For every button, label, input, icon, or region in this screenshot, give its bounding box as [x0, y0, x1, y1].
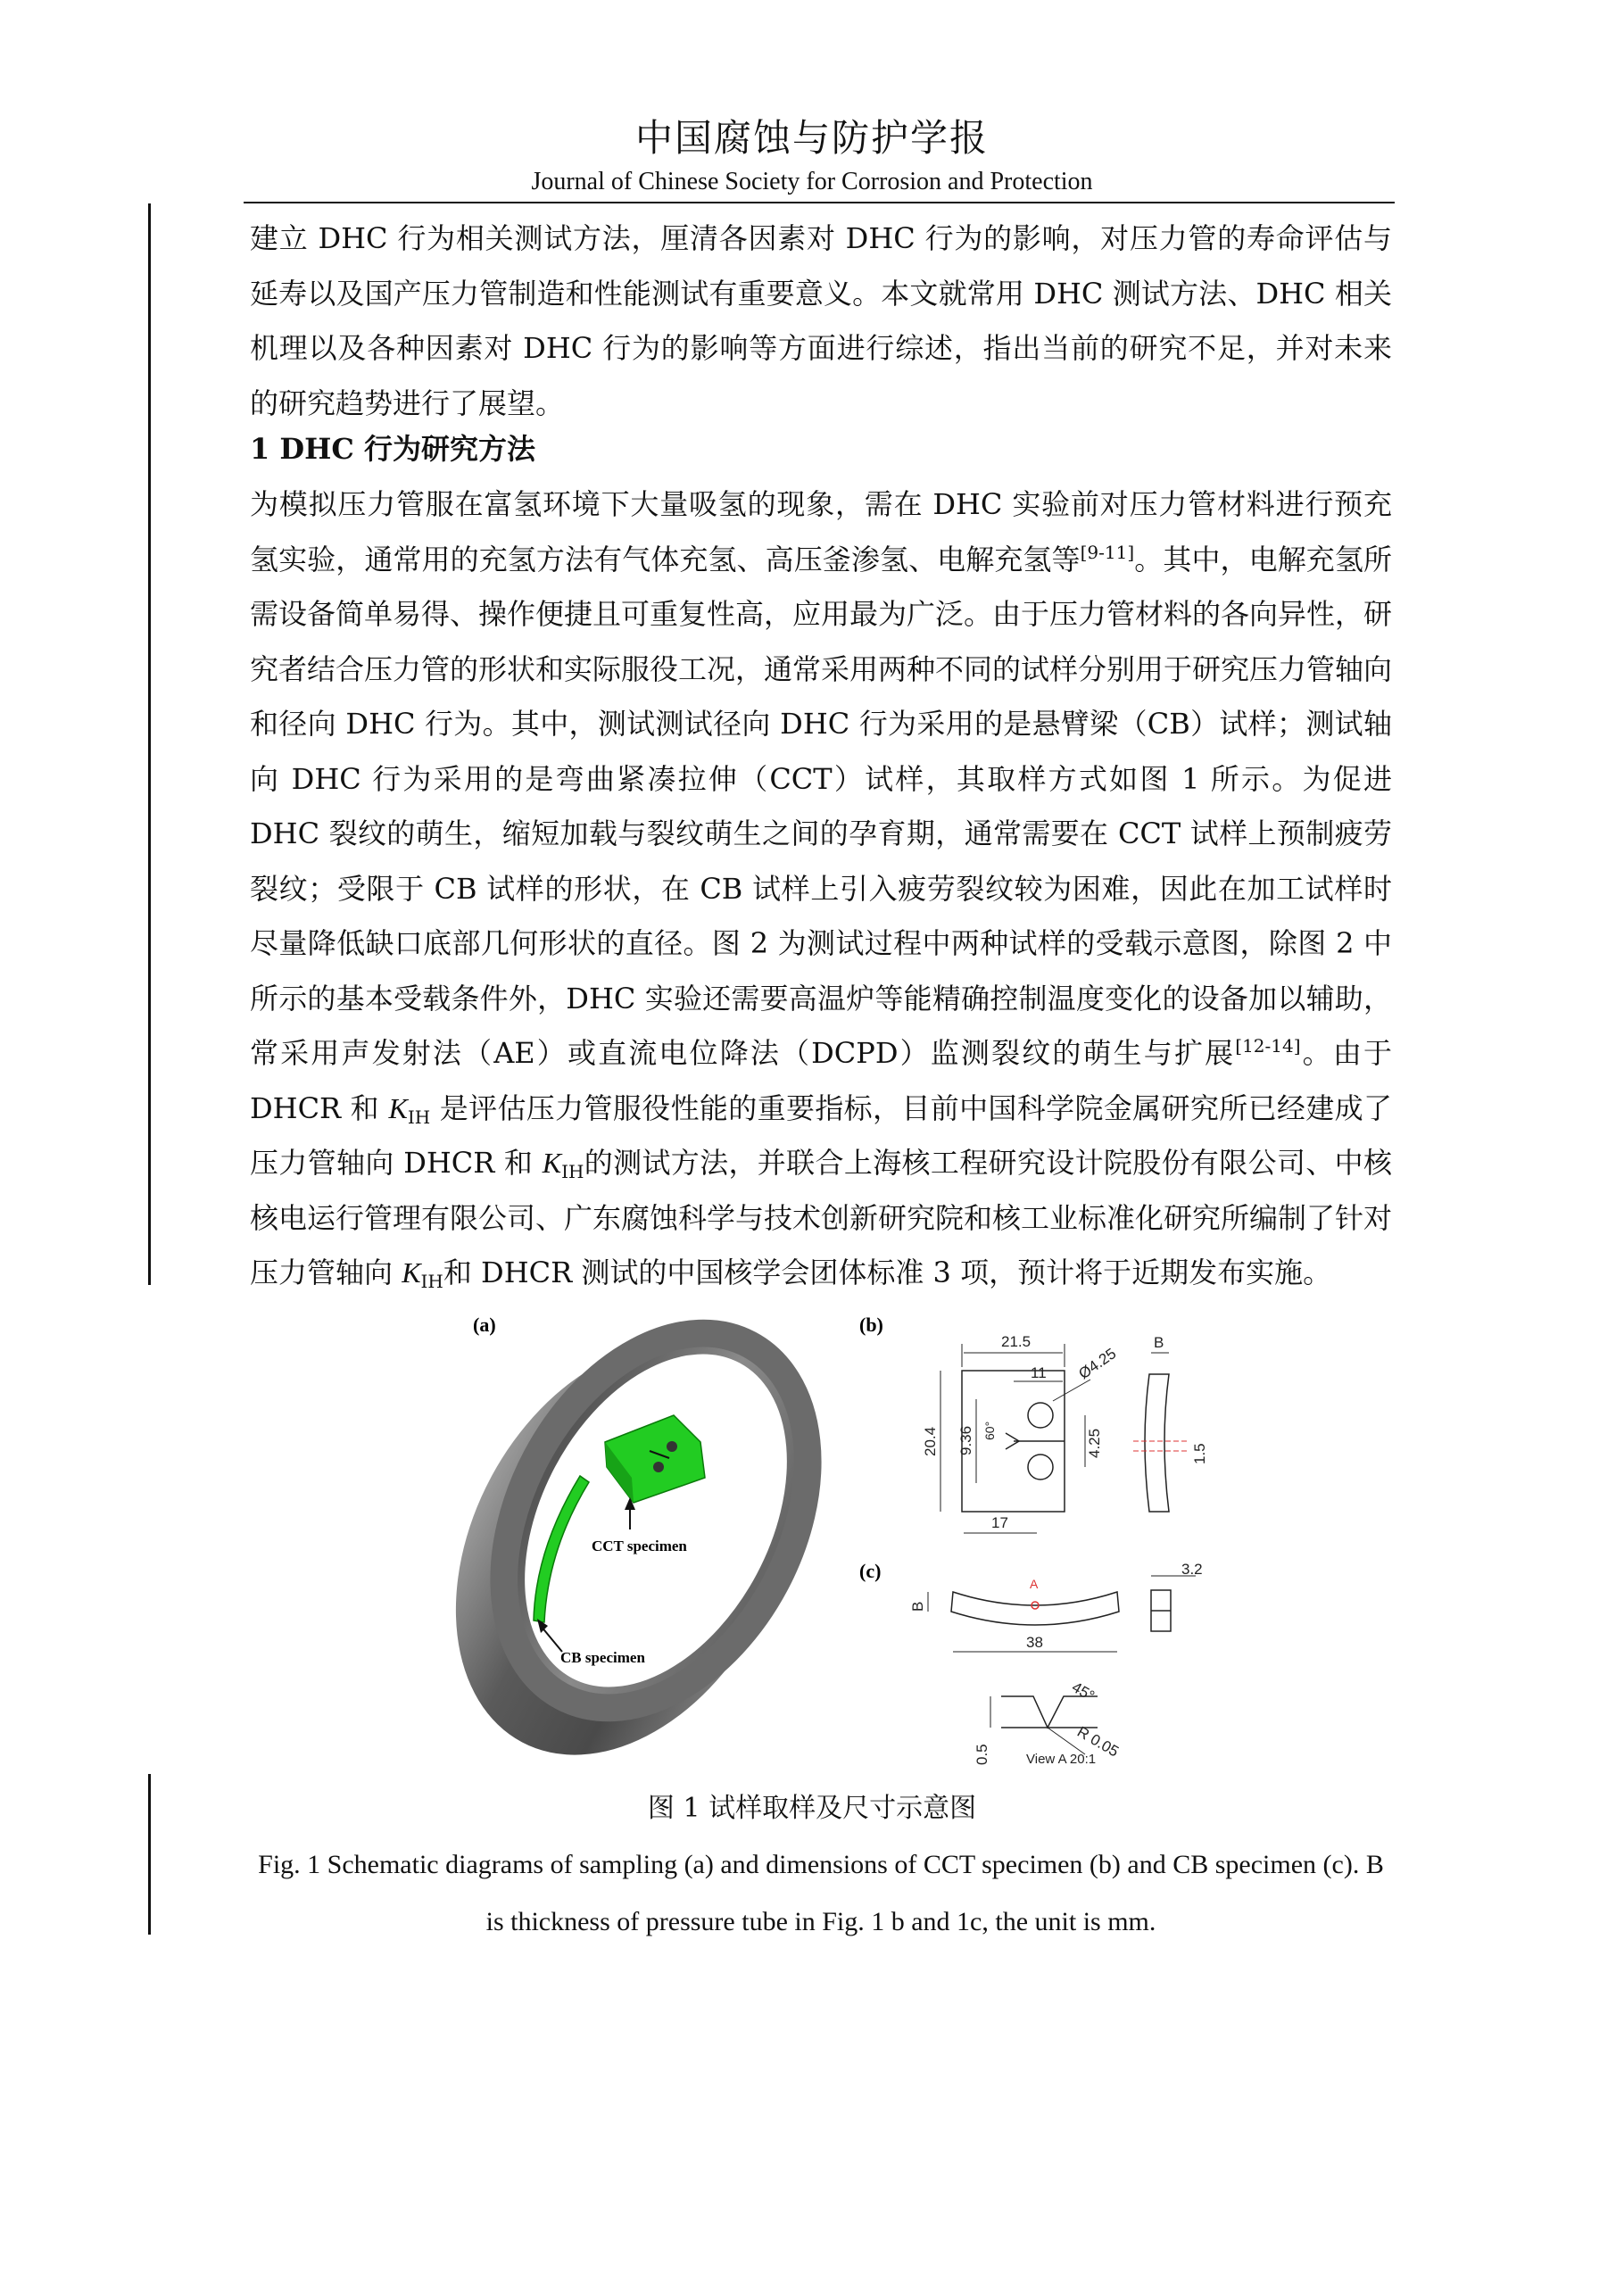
dim-hole-spacing: 4.25 [1086, 1428, 1103, 1458]
change-bar-top [148, 203, 151, 1285]
view-marker: A [1030, 1577, 1039, 1591]
view-a-label: View A 20:1 [1026, 1752, 1097, 1767]
intro-paragraph: 建立 DHC 行为相关测试方法，厘清各因素对 DHC 行为的影响，对压力管的寿命评估与延寿以及国产压力管制造和性能测试有重要意义。本文就常用 DHC 测试方法、DHC 相关机理以及各种因素对 DHC 行为的影响等方面进行综述，指出当前的研究不足，并对未来的研究趋势进行了展望。 [250, 221, 1392, 420]
cct-specimen-label: CCT specimen [592, 1538, 687, 1554]
journal-title-cn: 中国腐蚀与防护学报 [634, 116, 989, 160]
dim-notch-depth: 0.5 [974, 1744, 990, 1765]
section-heading: 1 DHC 行为研究方法 [250, 432, 536, 466]
cb-specimen-label: CB specimen [560, 1649, 645, 1666]
dim-angle: 60° [982, 1421, 997, 1440]
journal-header [0, 114, 1624, 200]
dim-thickness-b: B [1154, 1334, 1164, 1351]
dim-cb-width: 3.2 [1181, 1561, 1203, 1578]
body-paragraph: 为模拟压力管服在富氢环境下大量吸氢的现象，需在 DHC 实验前对压力管材料进行预充氢实验，通常用的充氢方法有气体充氢、高压釜渗氢、电解充氢等[9-11]。其中，电解充氢所需设备简单易得、操作便捷且可重复性高，应用最为广泛。由于压力管材料的各向异性，研究者结合压力管的形状和实际服役工况，通常采用两种不同的试样分别用于研究压力管轴向和径向 DHC 行为。其中，测试测试径向 DHC 行为采用的是悬臂梁（CB）试样；测试轴向 DHC 行为采用的是弯曲紧凑拉伸（CCT）试样，其取样方式如图 1 所示。为促进 DHC 裂纹的萌生，缩短加载与裂纹萌生之间的孕育期，通常需要在 CCT 试样上预制疲劳裂纹；受限于 CB 试样的形状，在 CB 试样上引入疲劳裂纹较为困难，因此在加工试样时尽量降低缺口底部几何形状的直径。图 2 为测试过程中两种试样的受载示意图，除图 2 中所示的基本受载条件外，DHC 实验还需要高温炉等能精确控制温度变化的设备加以辅助，常采用声发射法（AE）或直流电位降法（DCPD）监测裂纹的萌生与扩展[12-14]。由于 DHCR 和 $K_{IH}$ 是评估压力管服役性能的重要指标，目前中国科学院金属研究所已经建成了压力管轴向 DHCR 和 $K_{IH}$的测试方法，并联合上海核工程研究设计院股份有限公司、中核核电运行管理有限公司、广东腐蚀科学与技术创新研究院和核工业标准化研究所编制了针对压力管轴向 $K_{IH}$和 DHCR 测试的中国核学会团体标准 3 项，预计将于近期发布实施。 [250, 487, 1393, 1292]
dim-height: 20.4 [922, 1426, 939, 1456]
panel-c-label: (c) [859, 1560, 882, 1582]
dim-notch-radius: R 0.05 [1074, 1723, 1122, 1761]
cct-side-view [1133, 1353, 1187, 1512]
journal-title-en: Journal of Chinese Society for Corrosion and Protection [531, 168, 1093, 195]
figure-caption-cn: 图 1 试样取样及尺寸示意图 [647, 1793, 977, 1824]
panel-a-label: (a) [473, 1314, 496, 1336]
dim-hole-dia: Ø4.25 [1075, 1345, 1120, 1383]
panel-b-label: (b) [859, 1314, 883, 1336]
dim-width-total: 21.5 [1001, 1333, 1032, 1350]
dim-notch-depth: 17 [991, 1514, 1008, 1531]
dim-side: 1.5 [1191, 1443, 1208, 1464]
dim-inner-height: 9.36 [957, 1425, 974, 1455]
citation: [12-14] [1235, 1035, 1301, 1057]
dim-cb-thickness: B [909, 1601, 926, 1612]
header-rule [244, 202, 1395, 203]
dim-cb-length: 38 [1026, 1634, 1043, 1651]
citation: [9-11] [1080, 541, 1135, 563]
figure-1-svg [455, 1308, 1240, 1777]
dim-notch-angle: 45° [1069, 1678, 1098, 1705]
figure-caption-en: Fig. 1 Schematic diagrams of sampling (a) and dimensions of CCT specimen (b) and CB specimen (c). B is thickness of pressure tube in Fig. 1 b and 1c, the unit is mm. [258, 1850, 1384, 1936]
figure-1 [455, 1308, 1240, 1777]
k-symbol: K [388, 1091, 408, 1124]
cb-drawing [928, 1576, 1196, 1652]
dim-hole-offset: 11 [1031, 1364, 1047, 1381]
